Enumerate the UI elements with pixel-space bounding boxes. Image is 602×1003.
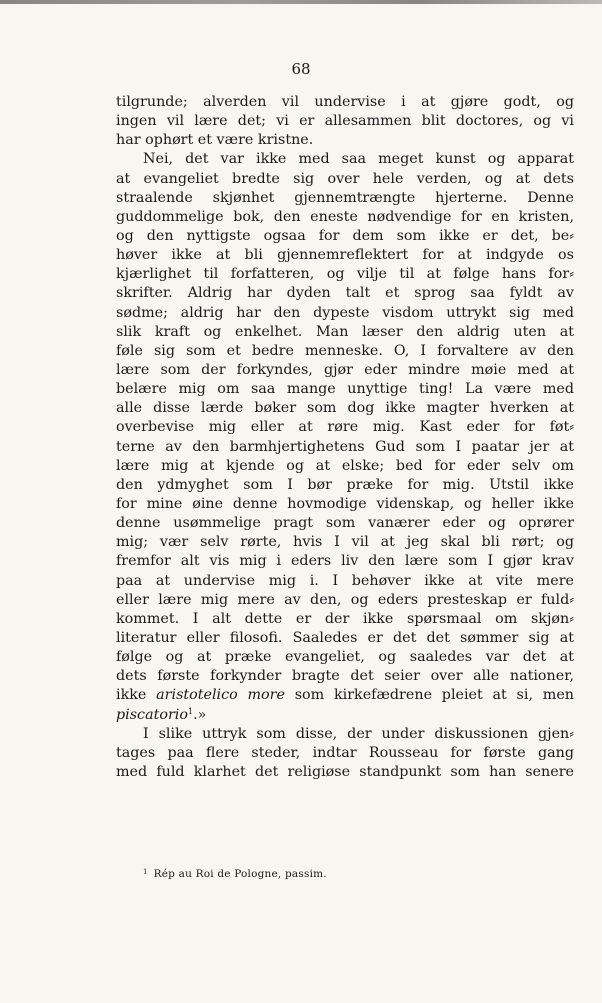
text-line: at evangeliet bredte sig over hele verden, og at dets xyxy=(116,170,574,187)
text-line: og den nyttigste ogsaa for dem som ikke er det, be⸗ xyxy=(116,227,574,244)
text-line: sødme; aldrig har den dypeste visdom uttrykt sig med xyxy=(116,304,574,321)
text-line: denne usømmelige pragt som vanærer eder og oprører xyxy=(116,515,574,532)
text-line: følge og at præke evangeliet, og saaledes var det at xyxy=(116,649,574,666)
paragraph-start-line: I slike uttryk som disse, der under diskussionen gjen⸗ xyxy=(143,725,574,742)
scan-top-edge xyxy=(0,0,602,4)
text-line: overbevise mig eller at røre mig. Kast eder for føt⸗ xyxy=(116,419,574,436)
text-line: kjærlighet til forfatteren, og vilje til at følge hans for⸗ xyxy=(116,266,574,283)
text-line: paa at undervise mig i. I behøver ikke at vite mere xyxy=(116,572,574,589)
text-line: eller lære mig mere av den, og eders presteskap er fuld⸗ xyxy=(116,591,574,608)
text-line: alle disse lærde bøker som dog ikke magter hverken at xyxy=(116,400,574,417)
text-line: terne av den barmhjertighetens Gud som I paatar jer at xyxy=(116,438,574,455)
text-line: guddommelige bok, den eneste nødvendige for en kristen, xyxy=(116,208,574,225)
footnote-mark: 1 xyxy=(143,868,148,876)
footnote-text: Rép au Roi de Pologne, passim. xyxy=(153,868,327,880)
text-line: piscatorio$^1$.» xyxy=(116,706,207,723)
page-number: 68 xyxy=(291,60,311,78)
hyphen-mark: ⸗ xyxy=(569,266,574,283)
footnote-reference: 1 xyxy=(187,706,194,716)
text-line: tages paa flere steder, indtar Rousseau for første gang xyxy=(116,744,574,761)
text-line: høver ikke at bli gjennemreflektert for at indgyde os xyxy=(116,247,574,264)
text-line: slik kraft og enkelhet. Man læser den aldrig uten at xyxy=(116,323,574,340)
text-line: ingen vil lære det; vi er allesammen blit doctores, og vi xyxy=(116,113,574,130)
latin-phrase: aristotelico more xyxy=(156,687,285,704)
text-line: kommet. I alt dette er der ikke spørsmaal om skjøn⸗ xyxy=(116,610,574,627)
paragraph-start-line: Nei, det var ikke med saa meget kunst og apparat xyxy=(143,151,574,168)
hyphen-mark: ⸗ xyxy=(569,419,574,436)
hyphen-mark: ⸗ xyxy=(569,725,574,742)
text-line: skrifter. Aldrig har dyden talt et sprog saa fyldt av xyxy=(116,285,574,302)
footnote xyxy=(143,868,327,880)
text-line: mig; vær selv rørte, hvis I vil at jeg skal bli rørt; og xyxy=(116,534,574,551)
hyphen-mark: ⸗ xyxy=(569,227,574,244)
text-line: for mine øine denne hovmodige videnskap, og heller ikke xyxy=(116,495,574,512)
text-line: fremfor alt vis mig i eders liv den lære som I gjør krav xyxy=(116,553,574,570)
text-line: straalende skjønhet gjennemtrængte hjerterne. Denne xyxy=(116,189,574,206)
text-line: har ophørt et være kristne. xyxy=(116,132,314,149)
latin-phrase: piscatorio xyxy=(116,706,188,723)
text-line: lære mig at kjende og at elske; bed for eder selv om xyxy=(116,457,574,474)
hyphen-mark: ⸗ xyxy=(569,610,574,627)
text-line: tilgrunde; alverden vil undervise i at gjøre godt, og xyxy=(116,94,574,110)
text-line: den ydmyghet som I bør præke for mig. Utstil ikke xyxy=(116,476,574,493)
text-line: belære mig om saa mange unyttige ting! La være med xyxy=(116,381,574,398)
text-line: ikke aristotelico more som kirkefædrene pleiet at si, men xyxy=(116,687,574,704)
text-line: literatur eller filosofi. Saaledes er det det sømmer sig at xyxy=(116,629,574,646)
text-line: lære som der forkyndes, gjør eder mindre møie med at xyxy=(116,361,574,378)
body-text xyxy=(116,93,574,782)
hyphen-mark: ⸗ xyxy=(569,591,574,608)
text-line: med fuld klarhet det religiøse standpunkt som han senere xyxy=(116,763,574,780)
text-line: føle sig som et bedre menneske. O, I forvaltere av den xyxy=(116,342,574,359)
text-line: dets første forkynder bragte det seier over alle nationer, xyxy=(116,668,574,685)
